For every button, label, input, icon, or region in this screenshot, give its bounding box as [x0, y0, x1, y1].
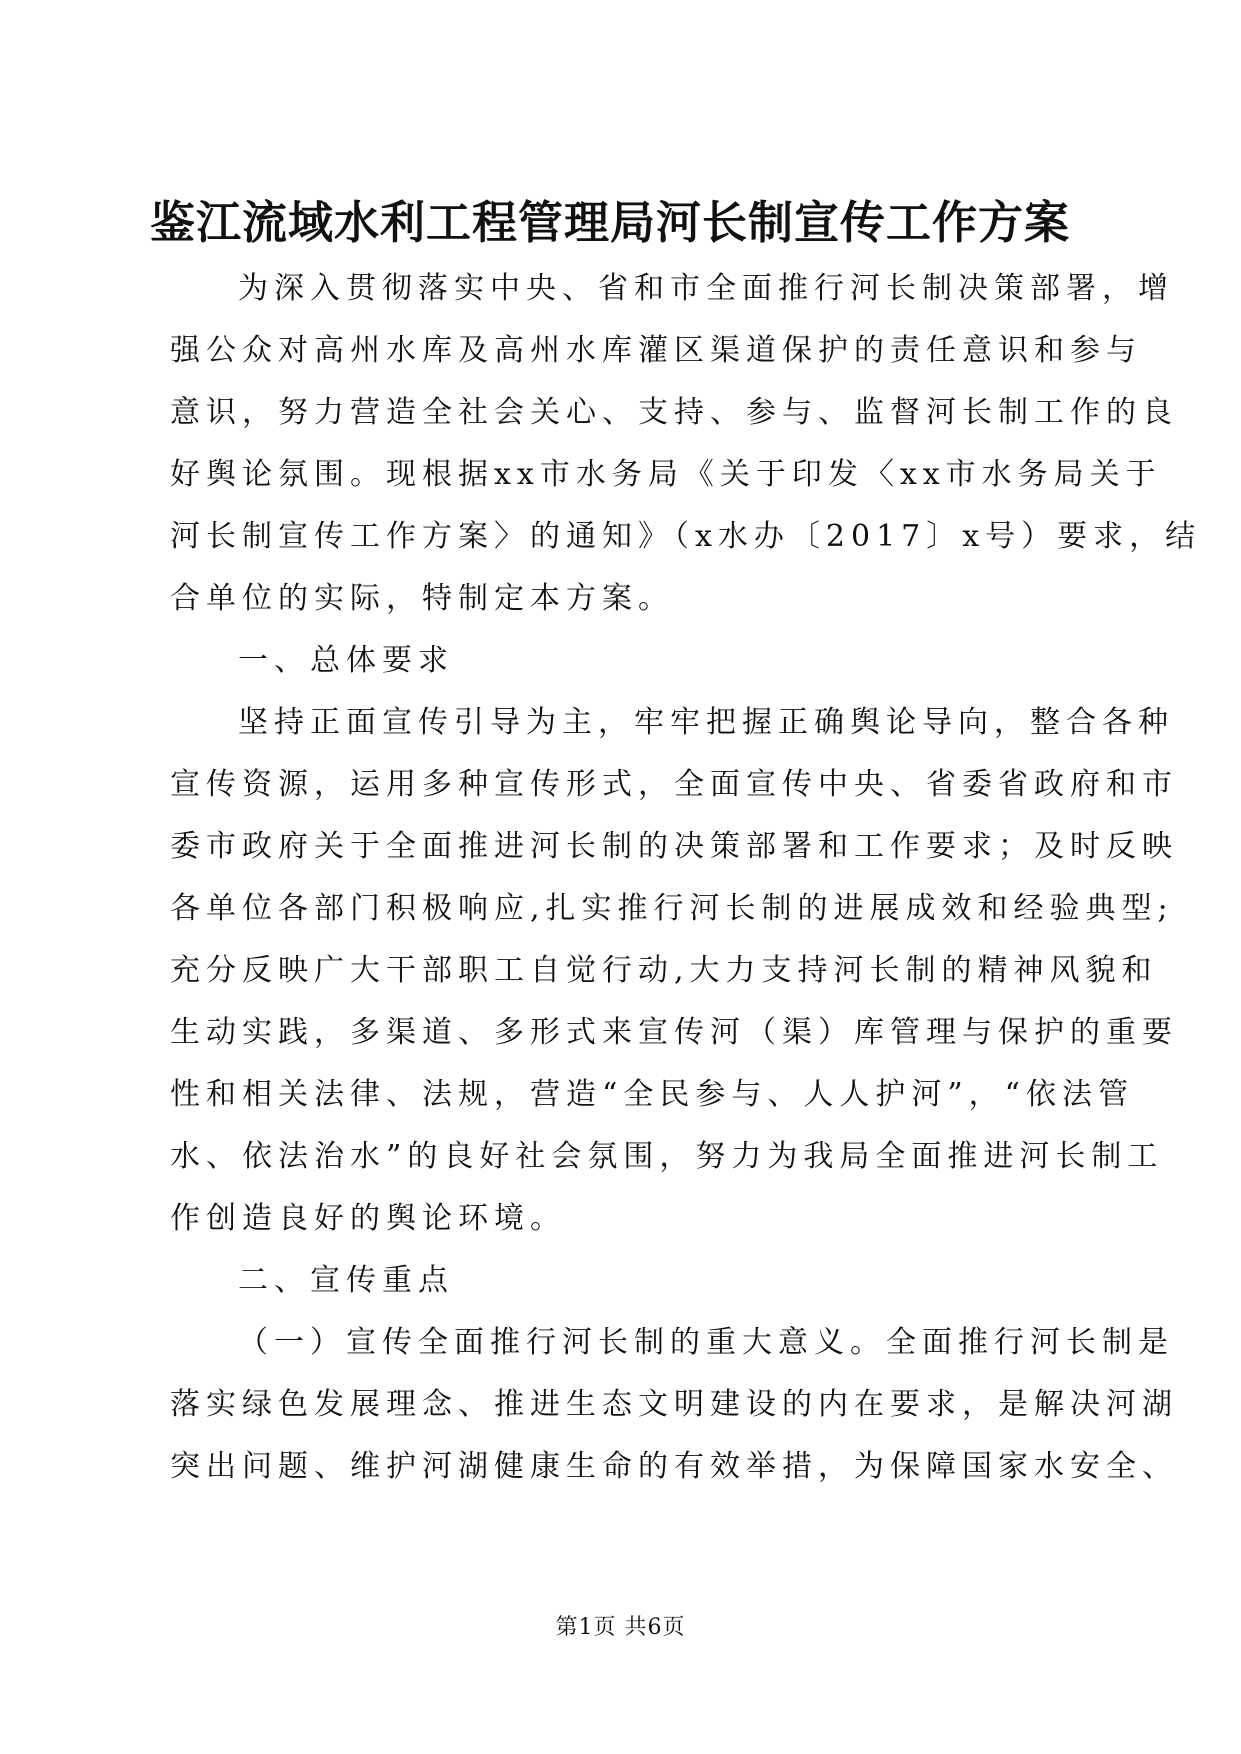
section-heading: 二、宣传重点: [238, 1263, 454, 1298]
section-heading: 一、总体要求: [238, 643, 454, 678]
paragraph-line: 生动实践，多渠道、多形式来宣传河（渠）库管理与保护的重要: [170, 1015, 1178, 1050]
paragraph-line: 作创造良好的舆论环境。: [170, 1201, 566, 1236]
paragraph-line: 宣传资源，运用多种宣传形式，全面宣传中央、省委省政府和市: [170, 767, 1178, 802]
paragraph-line: 河长制宣传工作方案〉的通知》（x水办〔2017〕x号）要求，结: [170, 519, 1202, 554]
page-number: 第1页 共6页: [555, 1615, 686, 1640]
paragraph-line: 强公众对高州水库及高州水库灌区渠道保护的责任意识和参与: [170, 333, 1142, 368]
paragraph-line: 坚持正面宣传引导为主，牢牢把握正确舆论导向，整合各种: [238, 705, 1174, 740]
paragraph-line: 充分反映广大干部职工自觉行动,大力支持河长制的精神风貌和: [170, 953, 1158, 988]
paragraph-line: 为深入贯彻落实中央、省和市全面推行河长制决策部署，增: [238, 271, 1174, 306]
paragraph-line: 委市政府关于全面推进河长制的决策部署和工作要求；及时反映: [170, 829, 1178, 864]
paragraph-line: 水、依法治水”的良好社会氛围，努力为我局全面推进河长制工: [170, 1139, 1164, 1174]
paragraph-line: 性和相关法律、法规，营造“全民参与、人人护河”，“依法管: [170, 1077, 1135, 1112]
paragraph-line: 落实绿色发展理念、推进生态文明建设的内在要求，是解决河湖: [170, 1387, 1178, 1422]
paragraph-line: 好舆论氛围。现根据xx市水务局《关于印发〈xx市水务局关于: [170, 457, 1162, 492]
document-body: [170, 258, 1202, 1498]
paragraph-line: 突出问题、维护河湖健康生命的有效举措，为保障国家水安全、: [170, 1449, 1178, 1484]
paragraph-line: （一）宣传全面推行河长制的重大意义。全面推行河长制是: [238, 1325, 1174, 1360]
paragraph-line: 合单位的实际，特制定本方案。: [170, 581, 674, 616]
document-title: 鉴江流域水利工程管理局河长制宣传工作方案: [150, 196, 1071, 249]
paragraph-line: 各单位各部门积极响应,扎实推行河长制的进展成效和经验典型;: [170, 891, 1174, 926]
paragraph-line: 意识，努力营造全社会关心、支持、参与、监督河长制工作的良: [170, 395, 1178, 430]
